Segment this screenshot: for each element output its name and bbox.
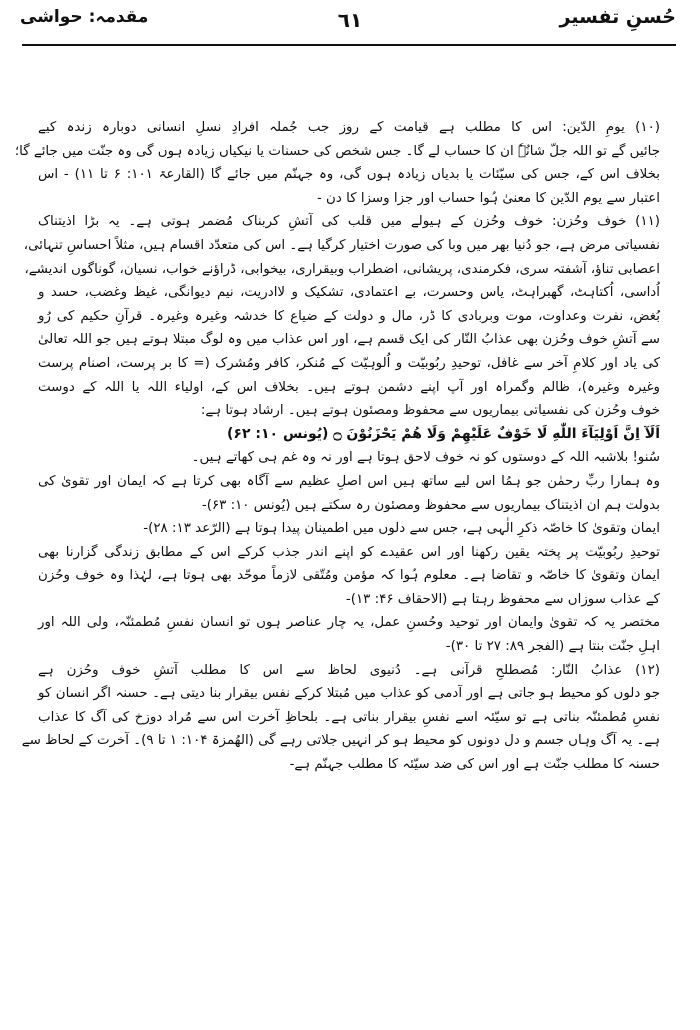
- text-line: جو دلوں کو محیط ہو جاتی ہے اور آدمی کو عذاب میں مُبتلا کرکے نفس بیقرار بنا دیتی ہے۔ حسنہ اگر انسان کو: [38, 686, 660, 702]
- text-line: جائیں گے تو اللہ جلّ شانُہٗ ان کا حساب لے گا۔ جس شخص کی حسنات یا نیکیاں زیادہ ہوں گی وہ جنّت میں جائے گا؛: [14, 143, 660, 159]
- text-line: حسنہ کا مطلب جنّت ہے اور اس کی ضد سیّئہ کا مطلب جہنّم ہے-: [289, 757, 660, 773]
- text-line: ایمان وتقویٰ کا خاصّہ و تقاضا ہے۔ معلوم ہُوا کہ مؤمن ومُتّقی لازماً موحّد بھی ہوتا ہے، لہٰذا وہ خوف وحُزن: [38, 568, 660, 584]
- text-line: سے آتشِ خوف وحُزن بھی عذابُ النّار کی ایک قسم ہے، اور اس عذاب میں وہ لوگ مبتلا ہوتے ہیں جو اللہ تعالیٰ: [38, 332, 660, 348]
- text-line: بُغض، نفرت وعداوت، موت وبربادی کا ڈر، مال و دولت کے ضیاع کا خدشہ وغیرہ وغیرہ۔ قرآنِ حکیم کی رُو: [38, 308, 660, 324]
- page-body: [14, 116, 660, 777]
- text-line: بدولت ہم ان اذیتناک بیماریوں سے محفوظ ومصئون رہ سکتے ہیں (یُونس ۱۰: ۶۳)-: [201, 497, 660, 513]
- text-line: سُنو! بلاشبہ اللہ کے دوستوں کو نہ خوف لاحق ہوتا ہے اور نہ وہ غم ہی کھاتے ہیں۔: [191, 450, 660, 466]
- text-line: مختصر یہ کہ تقویٰ وایمان اور توحید وحُسنِ عمل، یہ چار عناصر ہوں تو انسان نفسِ مُطمئنّہ، ولی اللہ اور: [38, 615, 660, 631]
- text-line: خوف وحُزن کی نفسیاتی بیماریوں سے محفوظ ومصئون ہوتے ہیں۔ ارشاد ہوتا ہے:: [200, 403, 660, 419]
- header-rule: [22, 44, 676, 46]
- book-title: حُسنِ تفسیر: [559, 6, 676, 28]
- text-line: اعصابی تناؤ، آشفتہ سری، فکرمندی، پریشانی، اضطراب وبیقراری، بیخوابی، ڈراؤنے خواب، نسیان، گوناگوں اندیشے،: [24, 261, 660, 277]
- text-line: ہے۔ یہ آگ وہاں جسم و دل دونوں کو محیط ہو کر انہیں جلاتی رہے گی (الھُمزۃ ۱۰۴: ۱ تا ۹)۔ آخرت کے لحاظ سے: [21, 733, 660, 749]
- text-line: ایمان وتقویٰ کا خاصّہ ذکرِ الٰہی ہے، جس سے دلوں میں اطمینان پیدا ہوتا ہے (الرّعد ۱۳: ۲۸)-: [143, 521, 660, 537]
- text-line: (۱۰) یومِ الدّین: اس کا مطلب ہے قیامت کے روز جب جُملہ افرادِ نسلِ انسانی دوبارہ زندہ کیے: [38, 120, 660, 135]
- text-line: اَلَآ اِنَّ اَوْلِيَآءَ اللّٰهِ لَا خَوْفٌ عَلَيْهِمْ وَلَا هُمْ يَحْزَنُوْنَ ۝ (یُونس ۱۰: ۶۲): [227, 425, 660, 442]
- section-title: مقدمہ: حواشی: [20, 7, 149, 27]
- page-number: ٦١: [337, 8, 363, 32]
- text-line: اعتبار سے یوم الدّین کا معنیٰ ہُوا حساب اور جزا وسزا کا دن -: [316, 190, 660, 206]
- text-line: وہ ہمارا ربِّ رحمٰن جو ہمُا اس لیے ساتھ ہیں اس اصلِ عظیم سے آگاہ بھی کرتا ہے کہ ایمان اور تقویٰ کی: [38, 473, 660, 489]
- text-line: وغیرہ وغیرہ)، ظالم وگمراہ اور آپ اپنے دشمن ہوتے ہیں۔ بخلاف اس کے، اولیاء اللہ یا اللہ کے دوست: [38, 379, 660, 395]
- text-line: (۱۲) عذابُ النّار: مُصطلحِ قرآنی ہے۔ دُنیوی لحاظ سے اس کا مطلب آتشِ خوف وحُزن ہے: [38, 662, 660, 678]
- text-line: اہلِ جنّت بنتا ہے (الفجر ۸۹: ۲۷ تا ۳۰)-: [445, 639, 660, 655]
- text-line: (۱۱) خوف وحُزن: خوف وحُزن کے ہیولے میں قلب کی آتشِ کربناک مُضمر ہوتی ہے۔ یہ بڑا اذیتناک: [38, 214, 660, 230]
- text-line: اُداسی، اُکتاہٹ، گھبراہٹ، یاس وحسرت، بے اعتمادی، تشکیک و لاادریت، نیم دیوانگی، غیظ وغضب، حسد و: [38, 285, 660, 301]
- text-line: کے عذاب سوزاں سے محفوظ رہتا ہے (الاحقاف ۴۶: ۱۳)-: [345, 591, 660, 607]
- text-line: نفسِ مُطمئنّہ بناتی ہے تو سیّئہ اسے نفسِ بیقرار بناتی ہے۔ بلحاظِ آخرت اس سے مُراد دوزخ کی آگ کا عذاب: [38, 709, 660, 725]
- text-line: توحیدِ ربُوبیّت پر پختہ یقین رکھنا اور اس عقیدے کو اپنے اندر جذب کرکے اس کے مطابق زندگی گزارنا بھی: [38, 544, 660, 560]
- text-line: بخلاف اس کے، جس کی سیّئات یا بدیاں زیادہ ہوں گی، وہ جہنّم میں جائے گا (القارعۃ ۱۰۱: ۶ تا ۱۱) - اس: [38, 167, 660, 183]
- text-line: نفسیاتی مرض ہے، جو دُنیا بھر میں وبا کی صورت اختیار کرگیا ہے۔ اس کی متعدّد اقسام ہیں، مثلاً احساسِ تنہائی،: [23, 237, 660, 253]
- text-line: کی یاد اور کلامِ آخر سے غافل، توحیدِ ربُوبیّت و اُلوہیّت کے مُنکر، کافر ومُشرک (= کا بر پرست، اصنام پرست: [38, 355, 660, 371]
